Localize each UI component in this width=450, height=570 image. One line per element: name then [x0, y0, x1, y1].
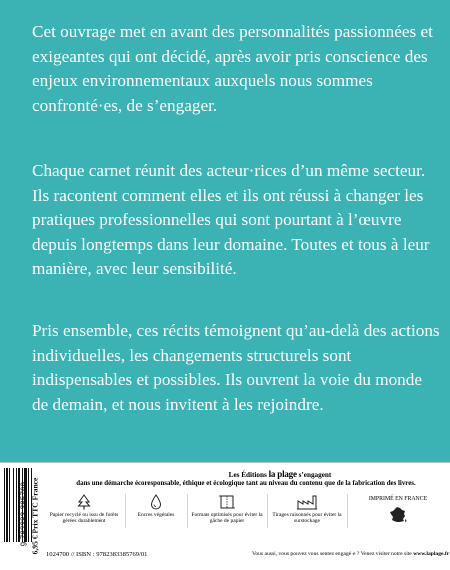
- divider: [347, 494, 348, 528]
- brand-logo: la plage: [268, 469, 297, 479]
- engagement-item-made-in-france: [350, 490, 446, 540]
- paper-format-icon: [218, 494, 236, 510]
- engaged-footer: [252, 551, 450, 557]
- engagement-item-label: Encres végétales: [137, 512, 175, 518]
- barcode-bar: [16, 468, 17, 542]
- divider: [187, 494, 188, 528]
- engagement-item-label: IMPRIMÉ EN FRANCE: [368, 496, 428, 502]
- engaged-text: Vous aussi, vous pouvez vous sentez engagé·e ? Venez visiter notre site: [252, 551, 412, 557]
- factory-icon: [297, 494, 317, 510]
- engagement-item-label: Tirages raisonnés pour éviter la surstockage: [272, 512, 342, 525]
- engagement-item-ink: [128, 490, 184, 540]
- france-map-icon: [389, 506, 407, 524]
- engagement-item-format: [190, 490, 264, 540]
- isbn-line: 1024700 // ISBN : 9782383385769/01: [46, 551, 148, 558]
- divider: [125, 494, 126, 528]
- website-link[interactable]: www.laplage.fr: [413, 551, 450, 557]
- engagement-title-suffix: s’engagent: [298, 471, 332, 479]
- barcode-number: 9 782383 385769: [19, 481, 29, 547]
- divider: [267, 494, 268, 528]
- engagement-subtitle: dans une démarche écoresponsable, éthique et écologique tant au niveau du contenu que de la fabrication des livres.: [76, 480, 416, 487]
- engagement-item-label: Papier recyclé ou issu de forêts gérées durablement: [49, 512, 119, 525]
- engagement-item-label: Formats optimisés pour éviter la gâche de papier: [191, 512, 263, 525]
- paragraph-3: Pris ensemble, ces récits témoignent qu’au-delà des actions individuelles, les changements structurels sont indispensables et possibles. Ils ouvrent la voie du monde de demain, et nous invitent à les rejoindre.: [32, 321, 440, 414]
- barcode-bar: [6, 468, 8, 542]
- engagement-item-paper: [46, 490, 122, 540]
- engagement-item-printing: [270, 490, 344, 540]
- price-label: 6,95 € Prix TTC France: [30, 477, 40, 555]
- paragraph-2: Chaque carnet réunit des acteur·rices d’un même secteur. Ils racontent comment elles et ils ont réussi à changer les pratiques professionnelles qui sont pourtant à l’œuvre depuis longtemps dans leur domaine. Toutes et tous à leur manière, avec leur sensibilité.: [32, 161, 430, 279]
- tree-icon: [77, 494, 91, 510]
- engagement-title: [160, 469, 400, 479]
- barcode: [4, 468, 34, 560]
- barcode-bar: [9, 468, 10, 542]
- engagement-title-prefix: Les Éditions: [228, 471, 267, 479]
- barcode-bar: [13, 468, 14, 542]
- ink-drop-icon: [150, 494, 162, 510]
- paragraph-1: Cet ouvrage met en avant des personnalités passionnées et exigeantes qui ont décidé, après avoir pris conscience des enjeux environnementaux auxquels nous sommes confronté·es, de s’engager.: [32, 22, 433, 115]
- barcode-bar: [4, 468, 5, 542]
